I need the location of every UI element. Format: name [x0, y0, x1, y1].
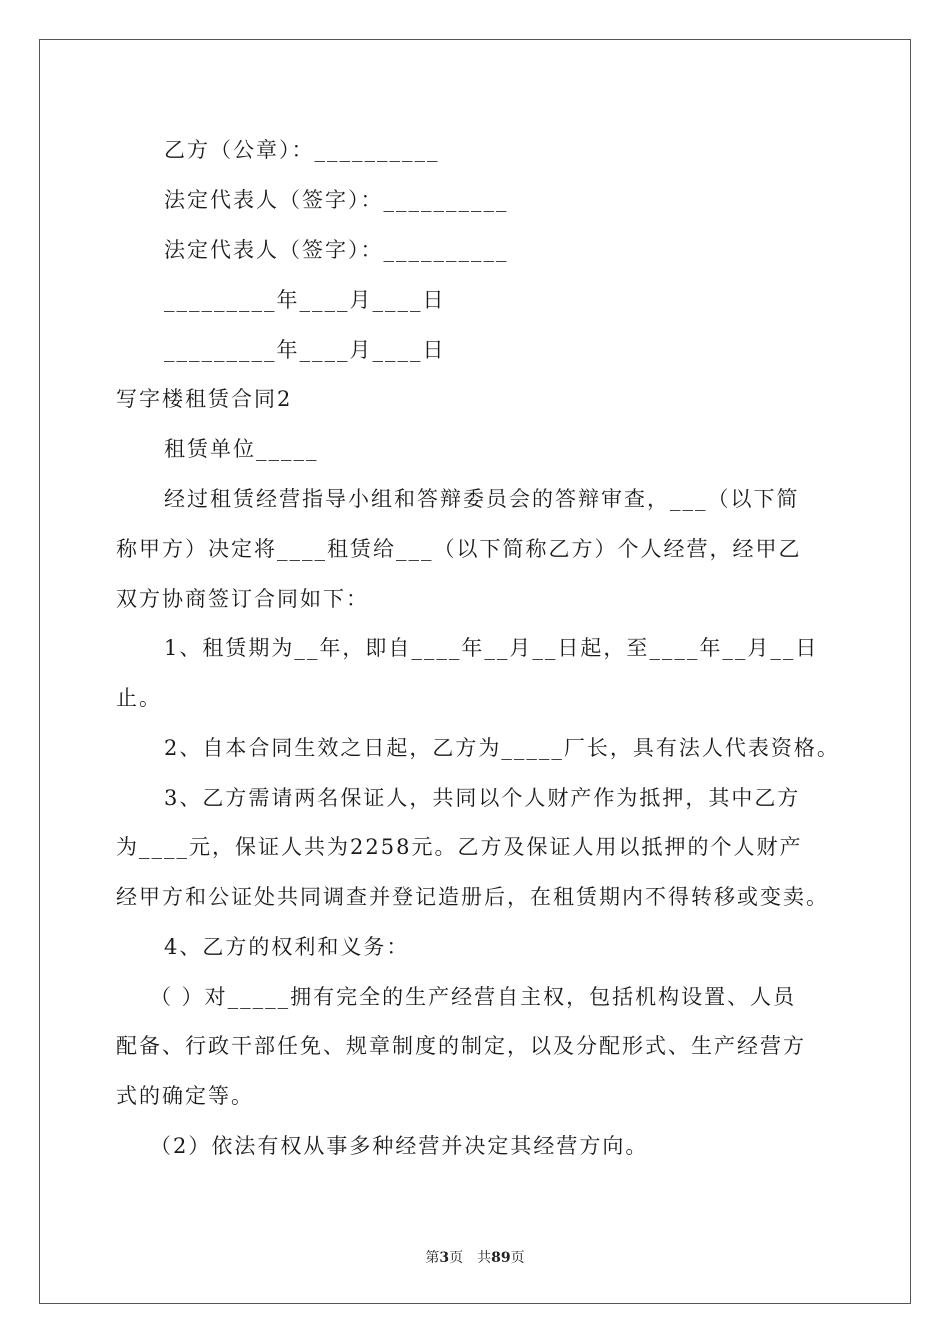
clause-4-item-1-line: （ ）对_____拥有完全的生产经营自主权，包括机构设置、人员: [150, 985, 797, 1009]
intro-paragraph-line: 双方协商签订合同如下：: [116, 587, 369, 611]
footer-suffix: 页: [510, 1250, 525, 1266]
footer-prefix: 第: [425, 1250, 440, 1266]
clause-4-item-2-line: （2）依法有权从事多种经营并决定其经营方向。: [150, 1134, 649, 1158]
page-footer: [0, 1249, 950, 1267]
legal-rep-signature-line: 法定代表人（签字）：__________: [164, 238, 509, 262]
section-title: 写字楼租赁合同2: [116, 387, 293, 411]
clause-1-line: 1、租赁期为__年，即自____年__月__日起，至____年__月__日: [164, 636, 819, 660]
clause-3-line: 3、乙方需请两名保证人，共同以个人财产作为抵押，其中乙方: [164, 786, 801, 810]
page-border: [39, 39, 911, 1304]
intro-paragraph-line: 称甲方）决定将____租赁给___（以下简称乙方）个人经营，经甲乙: [116, 537, 802, 561]
lease-unit-line: 租赁单位_____: [164, 437, 319, 461]
party-b-seal-line: 乙方（公章）：__________: [164, 138, 440, 162]
intro-paragraph-line: 经过租赁经营指导小组和答辩委员会的答辩审查，___（以下简: [164, 487, 800, 511]
footer-middle: 页 共: [449, 1250, 492, 1266]
clause-2-line: 2、自本合同生效之日起，乙方为_____厂长，具有法人代表资格。: [164, 736, 840, 760]
date-line: _________年____月____日: [164, 338, 446, 362]
clause-4-item-1-line: 式的确定等。: [116, 1084, 254, 1108]
clause-1-line: 止。: [116, 686, 162, 710]
date-line: _________年____月____日: [164, 288, 446, 312]
total-page-count: 89: [491, 1250, 511, 1266]
clause-3-line: 为____元，保证人共为2258元。乙方及保证人用以抵押的个人财产: [116, 835, 803, 859]
legal-rep-signature-line: 法定代表人（签字）：__________: [164, 188, 509, 212]
clause-4-item-1-line: 配备、行政干部任免、规章制度的制定，以及分配形式、生产经营方: [116, 1034, 806, 1058]
clause-3-line: 经甲方和公证处共同调查并登记造册后，在租赁期内不得转移或变卖。: [116, 885, 829, 909]
clause-4-title: 4、乙方的权利和义务：: [164, 935, 410, 959]
current-page-number: 3: [439, 1250, 450, 1266]
